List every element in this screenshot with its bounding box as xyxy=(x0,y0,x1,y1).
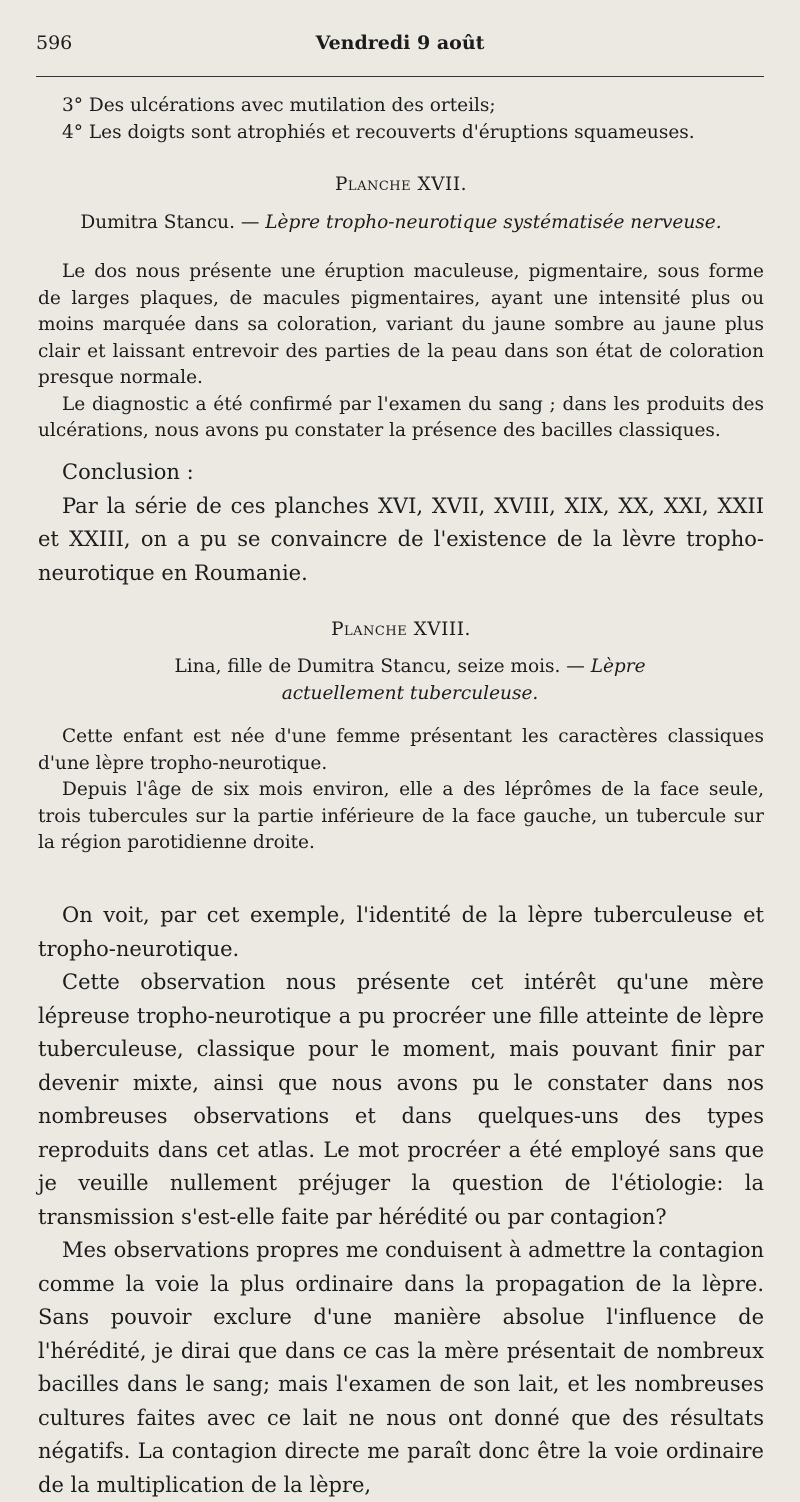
plate17-heading xyxy=(38,172,764,199)
plate18-body xyxy=(38,724,764,857)
paragraph: Cette enfant est née d'une femme présentant les caractères classiques d'une lèpre tropho-neurotique. xyxy=(38,726,764,774)
plate17-diagnosis: Lèpre tropho-neurotique systématisée nerveuse. xyxy=(265,212,722,233)
plate18-title: Planche XVIII. xyxy=(331,619,471,640)
paragraph: Cette observation nous présente cet intérêt qu'une mère lépreuse tropho-neurotique a pu procréer une fille atteinte de lèpre tuberculeuse, classique pour le moment, mais pouvant finir par devenir mixte, ainsi que nous avons pu le constater dans nos nombreuses observations et dans quelques-uns des types reproduits dans cet atlas. Le mot procréer a été employé sans que je veuille nullement préjuger la question de l'étiologie: la transmission s'est-elle faite par hérédité ou par contagion? xyxy=(38,970,764,1229)
conclusion-text: Par la série de ces planches XVI, XVII, XVIII, XIX, XX, XXI, XXII et XXIII, on a pu se convaincre de l'existence de la lèvre tropho-neurotique en Roumanie. xyxy=(38,493,764,585)
page-number: 596 xyxy=(36,32,73,54)
paragraph: On voit, par cet exemple, l'identité de la lèpre tuberculeuse et tropho-neurotique. xyxy=(38,903,764,961)
list-item: 4° Les doigts sont atrophiés et recouverts d'éruptions squameuses. xyxy=(62,121,695,143)
page-header xyxy=(36,32,764,62)
paragraph: Mes observations propres me conduisent à admettre la contagion comme la voie la plus ordinaire dans la propagation de la lèpre. Sans pouvoir exclure d'une manière absolue l'influence de l'hérédité, je dirai que dans ce cas la mère présentait de nombreux bacilles dans le sang; mais l'examen de son lait, et les nombreuses cultures faites avec ce lait ne nous ont donné que des résultats négatifs. La contagion directe me paraît donc être la voie ordinaire de la multiplication de la lèpre, xyxy=(38,1238,764,1497)
paragraph: Depuis l'âge de six mois environ, elle a des léprômes de la face seule, trois tubercules sur la partie inférieure de la face gauche, un tubercule sur la région parotidienne droite. xyxy=(38,779,764,853)
header-rule xyxy=(36,76,764,77)
plate18-caption xyxy=(120,654,700,707)
running-title: Vendredi 9 août xyxy=(315,32,485,54)
conclusion-section xyxy=(38,456,764,590)
plate17-caption xyxy=(38,210,764,237)
plate18-diagnosis: Lèpre actuellement tuberculeuse. xyxy=(281,656,646,704)
list-item: 3° Des ulcérations avec mutilation des orteils; xyxy=(62,95,496,116)
plate17-title: Planche XVII. xyxy=(334,174,468,195)
plate17-body xyxy=(38,259,764,445)
plate17-patient: Dumitra Stancu. — xyxy=(80,212,260,233)
paragraph: Le diagnostic a été confirmé par l'examen du sang ; dans les produits des ulcérations, nous avons pu constater la présence des bacilles classiques. xyxy=(38,393,764,441)
symptom-list xyxy=(38,93,764,146)
paragraph: Le dos nous présente une éruption maculeuse, pigmentaire, sous forme de larges plaques, de macules pigmentaires, ayant une intensité plus ou moins marquée dans sa coloration, variant du jaune sombre au jaune plus clair et laissant entrevoir des parties de la peau dans son état de coloration presque normale. xyxy=(38,261,764,388)
plate18-patient: Lina, fille de Dumitra Stancu, seize mois. — xyxy=(174,656,585,677)
discussion-section xyxy=(38,899,764,1502)
conclusion-heading: Conclusion : xyxy=(62,460,194,484)
plate18-heading xyxy=(38,617,764,644)
